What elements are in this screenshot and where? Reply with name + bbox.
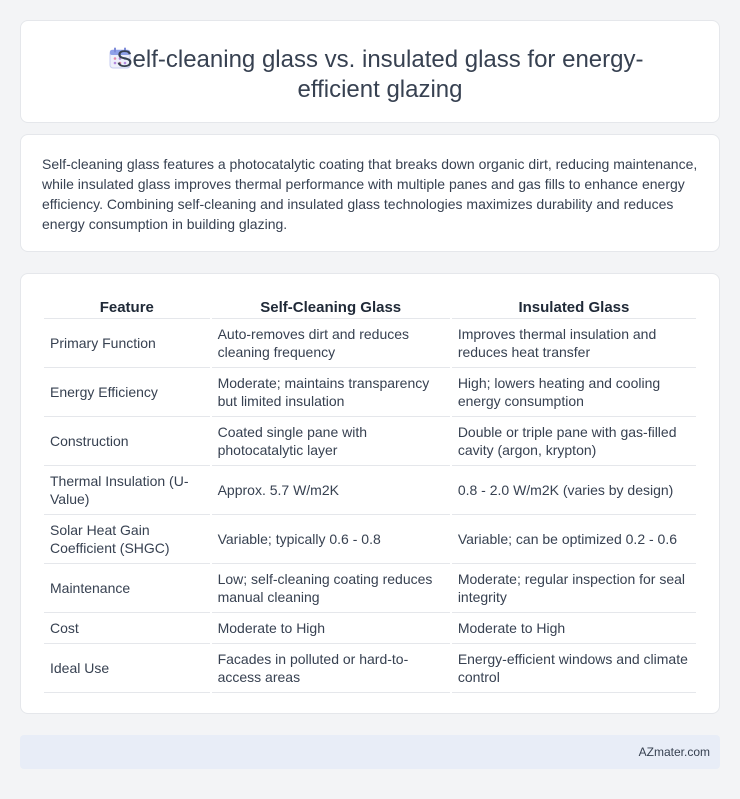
table-row: [44, 417, 696, 466]
intro-paragraph: Self-cleaning glass features a photocatalytic coating that breaks down organic dirt, reducing maintenance, while insulated glass improves thermal performance with multiple panes and gas fills to enhance energy efficiency. Combining self-cleaning and insulated glass technologies maximizes durability and reduces energy consumption in building glazing.: [42, 156, 698, 232]
feature-cell: Energy Efficiency: [44, 368, 210, 417]
table-row: [44, 466, 696, 515]
title-card: [20, 20, 720, 123]
table-row: [44, 613, 696, 644]
feature-cell: Cost: [44, 613, 210, 644]
table-row: [44, 515, 696, 564]
header-self-cleaning: Self-Cleaning Glass: [212, 296, 450, 319]
self-cleaning-cell: Facades in polluted or hard-to-access areas: [212, 644, 450, 693]
feature-cell: Thermal Insulation (U-Value): [44, 466, 210, 515]
table-header-row: [44, 296, 696, 319]
feature-cell: Maintenance: [44, 564, 210, 613]
insulated-cell: High; lowers heating and cooling energy consumption: [452, 368, 696, 417]
comparison-table: [42, 296, 698, 693]
insulated-cell: Improves thermal insulation and reduces heat transfer: [452, 319, 696, 368]
self-cleaning-cell: Auto-removes dirt and reduces cleaning frequency: [212, 319, 450, 368]
insulated-cell: Energy-efficient windows and climate control: [452, 644, 696, 693]
header-insulated: Insulated Glass: [452, 296, 696, 319]
insulated-cell: Moderate to High: [452, 613, 696, 644]
insulated-cell: 0.8 - 2.0 W/m2K (varies by design): [452, 466, 696, 515]
insulated-cell: Moderate; regular inspection for seal integrity: [452, 564, 696, 613]
self-cleaning-cell: Coated single pane with photocatalytic layer: [212, 417, 450, 466]
self-cleaning-cell: Moderate to High: [212, 613, 450, 644]
table-row: [44, 564, 696, 613]
self-cleaning-cell: Approx. 5.7 W/m2K: [212, 466, 450, 515]
page-title: Self-cleaning glass vs. insulated glass for energy-efficient glazing: [116, 46, 644, 103]
insulated-cell: Double or triple pane with gas-filled cavity (argon, krypton): [452, 417, 696, 466]
table-row: [44, 368, 696, 417]
feature-cell: Solar Heat Gain Coefficient (SHGC): [44, 515, 210, 564]
intro-card: [20, 134, 720, 252]
header-feature: Feature: [44, 296, 210, 319]
comparison-card: [20, 273, 720, 714]
self-cleaning-cell: Moderate; maintains transparency but limited insulation: [212, 368, 450, 417]
feature-cell: Ideal Use: [44, 644, 210, 693]
table-row: [44, 644, 696, 693]
footer-bar: [20, 735, 720, 769]
feature-cell: Primary Function: [44, 319, 210, 368]
self-cleaning-cell: Variable; typically 0.6 - 0.8: [212, 515, 450, 564]
footer-brand: AZmater.com: [638, 745, 710, 759]
self-cleaning-cell: Low; self-cleaning coating reduces manual cleaning: [212, 564, 450, 613]
feature-cell: Construction: [44, 417, 210, 466]
insulated-cell: Variable; can be optimized 0.2 - 0.6: [452, 515, 696, 564]
table-row: [44, 319, 696, 368]
